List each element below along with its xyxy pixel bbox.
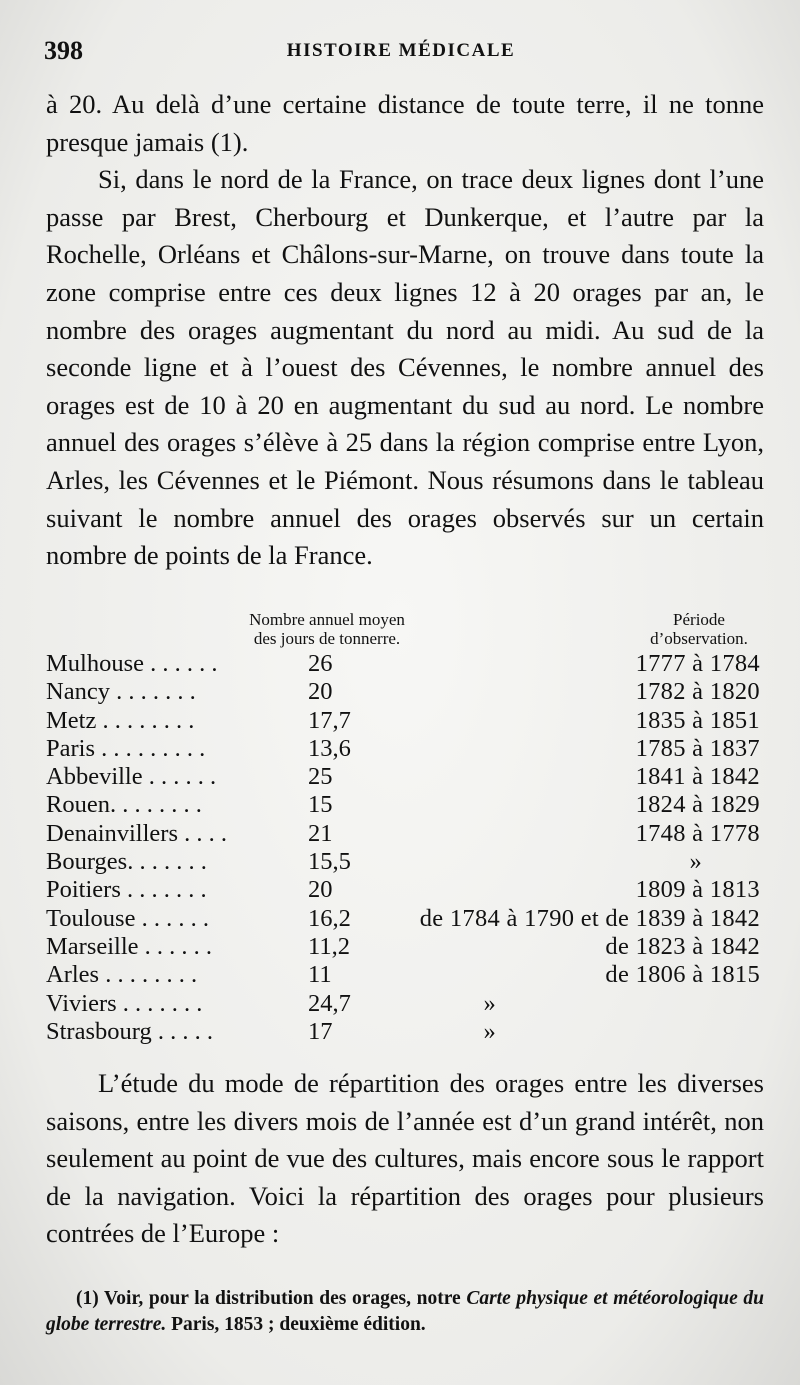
city-name: Paris . . . . . . . . . bbox=[46, 734, 206, 762]
table-row bbox=[46, 848, 764, 876]
table-row bbox=[46, 791, 764, 819]
table-row bbox=[46, 905, 764, 933]
city-name: Metz . . . . . . . . bbox=[46, 706, 195, 734]
table-row bbox=[46, 961, 764, 989]
column-header-period-line1: Période bbox=[673, 610, 725, 629]
city-name: Marseille . . . . . . bbox=[46, 932, 213, 960]
column-header-period bbox=[634, 610, 764, 648]
days-value: 24,7 bbox=[308, 989, 351, 1017]
table-row bbox=[46, 763, 764, 791]
table-row bbox=[46, 990, 764, 1018]
city-name: Strasbourg . . . . . bbox=[46, 1017, 213, 1045]
city-name: Poitiers . . . . . . . bbox=[46, 876, 207, 904]
city-name: Toulouse . . . . . . bbox=[46, 904, 209, 932]
storm-days-table bbox=[46, 650, 764, 1046]
footnote bbox=[46, 1286, 764, 1338]
table-row bbox=[46, 876, 764, 904]
city-name: Arles . . . . . . . . bbox=[46, 961, 198, 989]
observation-period: 1824 à 1829 bbox=[635, 791, 760, 819]
paragraph-continuation: à 20. Au delà d’une certaine distance de toute terre, il ne tonne presque jamais (1). bbox=[46, 89, 764, 157]
footnote-work-title: Carte physique et météorologique du globe terrestre. bbox=[46, 1288, 764, 1335]
observation-period: 1777 à 1784 bbox=[635, 650, 760, 677]
days-value: 13,6 bbox=[308, 734, 351, 762]
paragraph-seasonal-distribution: L’étude du mode de répartition des orages entre les diverses saisons, entre les divers mois de l’année est d’un grand intérêt, non seulement au point de vue des cultures, mais encore sous le rapport de la navigation. Voici la répartition des orages pour plusieurs contrées de l’Europe : bbox=[46, 1068, 764, 1249]
days-value: 11,2 bbox=[308, 932, 350, 960]
footnote-tail: Paris, 1853 ; deuxième édition. bbox=[171, 1314, 426, 1335]
running-title: HISTOIRE MÉDICALE bbox=[286, 40, 516, 61]
city-name: Denainvillers . . . . bbox=[46, 819, 227, 847]
observation-period: 1785 à 1837 bbox=[635, 734, 760, 762]
observation-period: 1809 à 1813 bbox=[635, 876, 760, 904]
days-value: 17,7 bbox=[308, 706, 351, 734]
observation-period: de 1784 à 1790 et de 1839 à 1842 bbox=[419, 904, 760, 932]
column-header-days-line1: Nombre annuel moyen bbox=[249, 610, 405, 629]
city-name: Bourges. . . . . . . bbox=[46, 848, 207, 876]
table-row bbox=[46, 650, 764, 678]
days-value: 25 bbox=[308, 763, 333, 791]
days-value: 26 bbox=[308, 650, 333, 677]
days-value: 20 bbox=[308, 678, 333, 706]
city-name: Mulhouse . . . . . . bbox=[46, 650, 218, 677]
observation-period: de 1806 à 1815 bbox=[605, 961, 760, 989]
observation-period: 1841 à 1842 bbox=[635, 763, 760, 791]
table-row bbox=[46, 678, 764, 706]
lower-text-block bbox=[46, 1065, 764, 1253]
city-name: Viviers . . . . . . . bbox=[46, 989, 203, 1017]
days-value: 20 bbox=[308, 876, 333, 904]
upper-text-block bbox=[46, 86, 764, 575]
city-name: Nancy . . . . . . . bbox=[46, 678, 196, 706]
table-row bbox=[46, 735, 764, 763]
days-value: 15,5 bbox=[308, 848, 351, 876]
observation-period: » bbox=[689, 848, 702, 876]
column-header-days bbox=[232, 610, 422, 648]
observation-period: » bbox=[483, 989, 496, 1017]
observation-period: 1835 à 1851 bbox=[635, 706, 760, 734]
table-row bbox=[46, 933, 764, 961]
table-header bbox=[46, 610, 764, 650]
observation-period: de 1823 à 1842 bbox=[605, 932, 760, 960]
table-row bbox=[46, 1018, 764, 1046]
table-row bbox=[46, 707, 764, 735]
footnote-lead: (1) Voir, pour la distribution des orages, notre bbox=[76, 1288, 461, 1309]
table-row bbox=[46, 820, 764, 848]
column-header-days-line2: des jours de tonnerre. bbox=[253, 629, 401, 648]
observation-period: 1748 à 1778 bbox=[635, 819, 760, 847]
city-name: Rouen. . . . . . . . bbox=[46, 791, 202, 819]
observation-period: 1782 à 1820 bbox=[635, 678, 760, 706]
days-value: 17 bbox=[308, 1017, 333, 1045]
observation-period: » bbox=[483, 1017, 496, 1045]
page-number: 398 bbox=[44, 36, 83, 65]
paragraph-storm-zones: Si, dans le nord de la France, on trace deux lignes dont l’une passe par Brest, Cherbourg et Dunkerque, et l’autre par la Rochelle, Orléans et Châlons-sur-Marne, on trouve dans toute la zone comprise entre ces deux lignes 12 à 20 orages par an, le nombre des orages augmentant du nord au midi. Au sud de la seconde ligne et à l’ouest des Cévennes, le nombre annuel des orages est de 10 à 20 en augmentant du sud au nord. Le nombre annuel des orages s’élève à 25 dans la région comprise entre Lyon, Arles, les Cévennes et le Piémont. Nous résumons dans le tableau suivant le nombre annuel des orages observés sur un certain nombre de points de la France. bbox=[46, 164, 764, 571]
days-value: 11 bbox=[308, 961, 332, 989]
page-header bbox=[44, 36, 758, 66]
days-value: 15 bbox=[308, 791, 333, 819]
city-name: Abbeville . . . . . . bbox=[46, 763, 217, 791]
days-value: 16,2 bbox=[308, 904, 351, 932]
days-value: 21 bbox=[308, 819, 333, 847]
column-header-period-line2: d’observation. bbox=[650, 629, 748, 648]
